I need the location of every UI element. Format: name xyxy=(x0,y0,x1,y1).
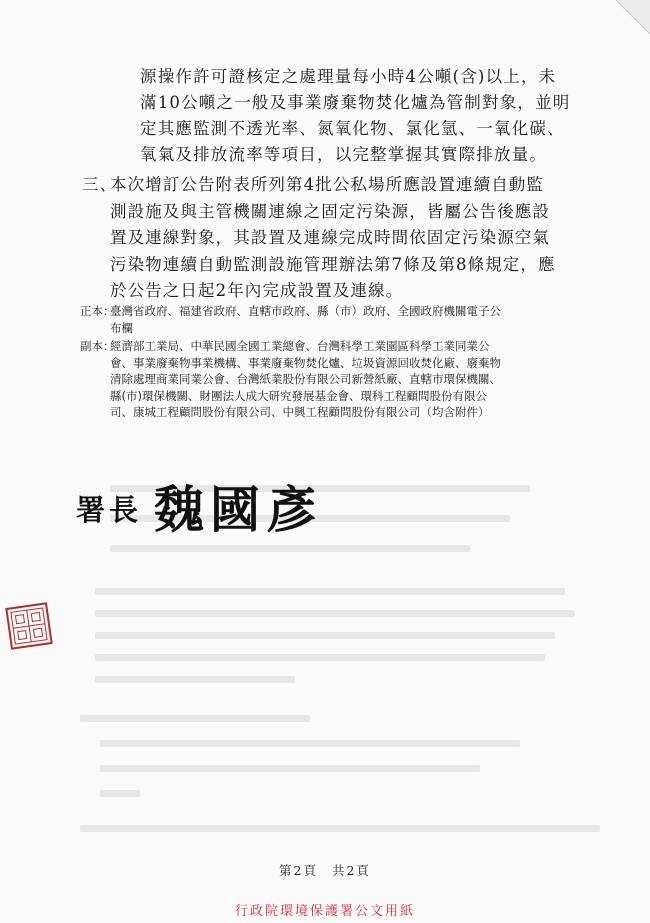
text-line: 於公告之日起2年內完成設置及連線。 xyxy=(110,281,404,300)
primary-label: 正本： xyxy=(80,304,115,318)
text-line: 經濟部工業局、中華民國全國工業總會、台灣科學工業園區科學工業同業公 xyxy=(110,339,490,353)
text-line: 測設施及與主管機關連線之固定污染源，皆屬公告後應設 xyxy=(110,201,550,221)
text-line: 清除處理商業同業公會、台灣紙業股份有限公司新營紙廠、直轄市環保機關、 xyxy=(110,372,501,386)
paragraph-continuation xyxy=(140,64,580,168)
signature-title: 署長 xyxy=(76,493,143,527)
item-body xyxy=(110,172,600,305)
page-current: 第2頁 xyxy=(279,863,318,878)
copy-label: 副本： xyxy=(80,339,115,353)
text-line: 置及連線對象，其設置及連線完成時間依固定污染源空氣 xyxy=(110,228,550,247)
text-line: 臺灣省政府、福建省政府、直轄市政府、縣（市）政府、全國政府機關電子公 xyxy=(110,304,501,318)
text-line: 司、康城工程顧問股份有限公司、中興工程顧問股份有限公司（均含附件） xyxy=(110,405,490,419)
item-number: 三、 xyxy=(82,175,118,194)
text-line: 縣(市)環保機關、財團法人成大研究發展基金會、環科工程顧問股份有限公 xyxy=(110,388,487,403)
letterhead-footer: 行政院環境保護署公文用紙 xyxy=(234,904,415,919)
seal-stamp-icon xyxy=(3,600,55,652)
primary-list xyxy=(110,303,600,336)
text-line: 氧氣及排放流率等項目，以完整掌握其實際排放量。 xyxy=(140,145,548,164)
text-line: 源操作許可證核定之處理量每小時4公噸(含)以上，未 xyxy=(140,67,557,86)
signature-block xyxy=(76,470,436,550)
copy-list xyxy=(110,338,600,421)
text-line: 會、事業廢棄物事業機構、事業廢棄物焚化爐、垃圾資源回收焚化廠、廢棄物 xyxy=(110,355,501,370)
text-line: 污染物連續自動監測設施管理辦法第7條及第8條規定，應 xyxy=(110,254,556,274)
text-line: 布欄 xyxy=(110,320,133,335)
text-line: 滿10公噸之一般及事業廢棄物焚化爐為管制對象，並明 xyxy=(140,93,571,112)
page-total: 共2頁 xyxy=(331,863,371,878)
signature-name: 魏國彥 xyxy=(154,480,322,539)
page-number xyxy=(0,861,650,879)
folded-corner xyxy=(616,0,650,34)
text-line: 本次增訂公告附表所列第4批公私場所應設置連續自動監 xyxy=(110,175,544,194)
text-line: 定其應監測不透光率、氮氧化物、氯化氫、一氧化碳、 xyxy=(140,119,565,138)
